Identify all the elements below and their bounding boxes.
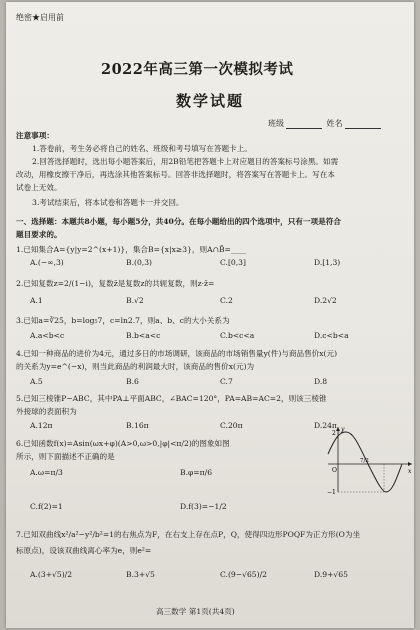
option-a: A.a<b<c [30,331,65,340]
option-a: A.ω=π/3 [30,468,63,477]
class-name-fields [268,118,383,129]
option-b: B.16π [126,421,149,430]
option-a: A.12π [30,421,53,430]
section-heading-cont: 题目要求的。 [16,230,62,239]
option-c: C.7 [220,377,233,386]
secret-label: 绝密★启用前 [16,13,64,22]
option-b: B.φ=π/6 [180,468,213,477]
option-b: B.3+√5 [126,570,155,579]
tick-label-7-2: 7/2 [360,458,369,464]
question-7-stem: 7.已知双曲线x²/a²−y²/b²=1的右焦点为F，在右支上存在点P，Q，使得四边形POQF为正方形(O为坐 [16,530,361,539]
option-c: C.[0,3] [220,258,246,267]
tick-label-neg1: −1 [327,489,336,496]
note-item: 1.答卷前，考生务必将自己的姓名、班级和考号填写在答题卡上。 [32,144,252,153]
class-blank [286,128,322,129]
option-b: B.6 [126,377,139,386]
question-3-stem: 3.已知a=∛25，b=log₅7，c=ln2.7，则a、b、c的大小关系为 [16,316,230,325]
question-5-stem: 5.已知三棱锥P−ABC，其中PA⊥平面ABC，∠BAC=120°，PA=AB=AC=2，则该三棱锥 [16,394,327,403]
class-label: 班级 [268,119,284,128]
tick-label-2: 2 [332,430,336,437]
option-b: B.b<a<c [126,331,161,340]
name-blank [345,128,381,129]
y-axis-label: y [341,426,345,433]
note-item: 3.考试结束后，将本试卷和答题卡一并交回。 [32,198,184,207]
option-d: D.f(3)=−1/2 [180,502,227,511]
page-footer: 高三数学 第1页(共4页) [156,607,235,616]
question-6-stem: 6.已知函数f(x)=Asin(ωx+φ)(A>0,ω>0,|φ|<π/2)的图象如图 [16,439,230,448]
sine-graph [324,424,414,496]
section-heading: 一、选择题：本题共8小题，每小题5分，共40分。在每小题给出的四个选项中，只有一项是符合 [16,217,341,226]
question-2-stem: 2.已知复数z=2/(1−i)，复数z̄是复数z的共轭复数，则z·z̄= [16,279,215,288]
exam-paper [6,2,414,628]
name-label: 姓名 [326,119,343,128]
option-c: C.f(2)=1 [30,502,63,511]
question-7-stem-cont: 标原点)，设该双曲线离心率为e，则e²= [16,546,152,555]
y-axis-arrow [336,427,340,431]
note-item: 改动，用橡皮擦干净后，再选涂其他答案标号。回答非选择题时，将答案写在答题卡上。写在本 [16,170,335,179]
notes-heading: 注意事项： [16,131,54,140]
option-b: B.√2 [126,296,144,305]
question-1-stem: 1.已知集合A={y|y=2^(x+1)}，集合B={x|x≥3}，则A∩B̄=____ [16,245,247,254]
note-item: 试卷上无效。 [16,183,62,192]
option-d: D.9+√65 [314,570,348,579]
option-d: D.c<b<a [314,331,349,340]
option-c: C.b<c<a [220,331,255,340]
question-4-stem-cont: 的关系为y=e^(−x)，则当此商品的利润最大时，该商品的售价x(元)为 [16,362,255,371]
option-c: C.2 [220,296,233,305]
option-a: A.1 [30,296,43,305]
x-axis-arrow [408,462,412,466]
note-item: 2.回答选择题时，选出每小题答案后，用2B铅笔把答题卡上对应题目的答案标号涂黑。如需 [32,157,339,166]
option-a: A.(−∞,3) [30,258,64,267]
option-a: A.5 [30,377,43,386]
exam-title: 2022年高三第一次模拟考试 [101,61,294,78]
option-d: D.24π [314,421,337,430]
question-5-stem-cont: 外接球的表面积为 [16,407,77,416]
option-d: D.2√2 [314,296,337,305]
origin-label: O [332,467,337,474]
question-4-stem: 4.已知一种商品的进价为4元，通过多日的市场调研，该商品的市场销售量y(件)与商品售价x(元) [16,349,338,358]
exam-subtitle: 数学试题 [176,92,245,110]
option-d: D.8 [314,377,328,386]
option-c: C.20π [220,421,243,430]
x-axis-label: x [408,468,412,475]
question-6-stem-cont: 所示，则下面描述不正确的是 [16,452,115,461]
option-c: C.(9−√65)/2 [220,570,267,579]
option-d: D.[1,3) [314,258,341,267]
option-a: A.(3+√5)/2 [30,570,73,579]
option-b: B.(0,3) [126,258,152,267]
